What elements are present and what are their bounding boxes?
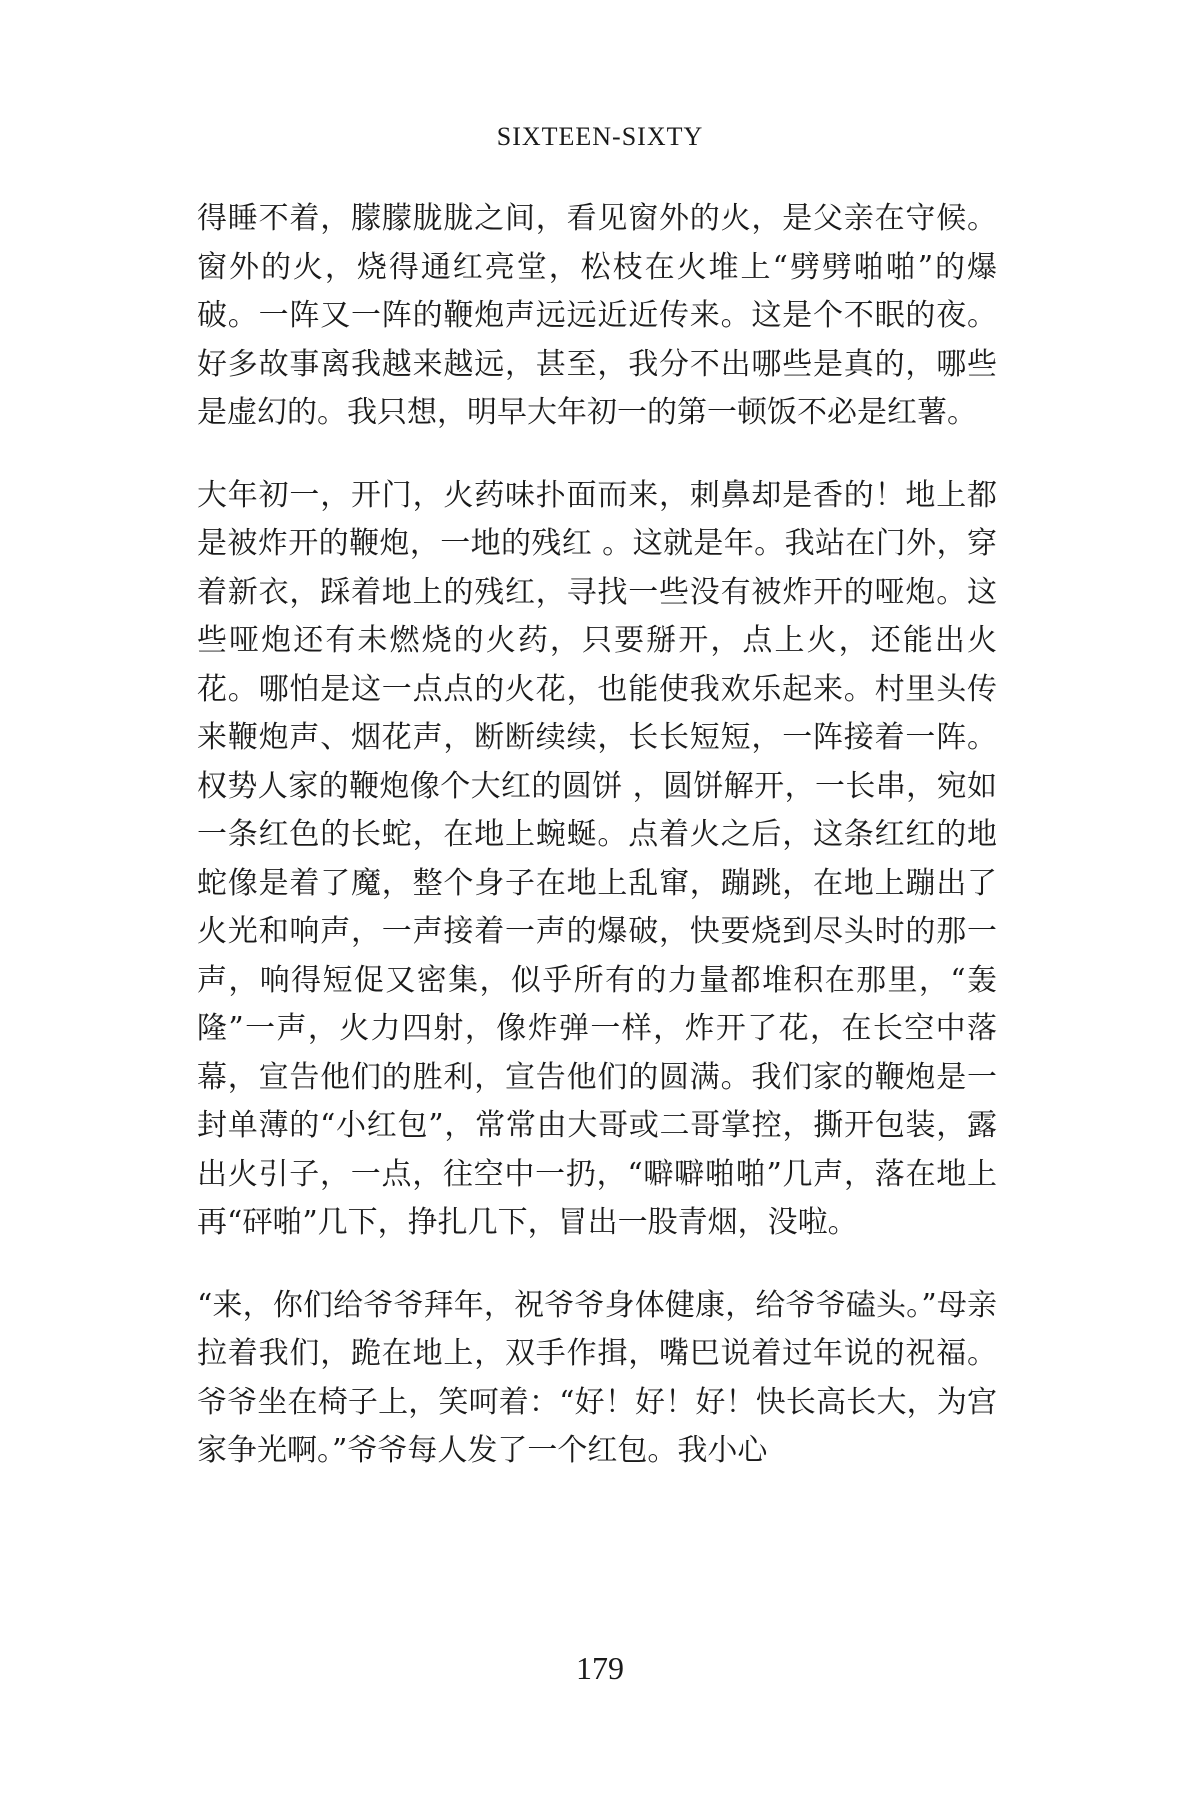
paragraph-3: “来，你们给爷爷拜年，祝爷爷身体健康，给爷爷磕头。”母亲拉着我们，跪在地上，双手作揖，嘴巴说着过年说的祝福。爷爷坐在椅子上，笑呵着：“好！好！好！快长高长大，为宫家争光啊。”爷爷每人发了一个红包。我小心 (197, 1287, 997, 1468)
body-text (197, 195, 997, 1476)
running-header-title: SIXTEEN-SIXTY (496, 122, 704, 151)
page-number: 179 (576, 1650, 624, 1686)
paragraph-1: 得睡不着，朦朦胧胧之间，看见窗外的火，是父亲在守候。窗外的火，烧得通红亮堂，松枝在火堆上“劈劈啪啪”的爆破。一阵又一阵的鞭炮声远远近近传来。这是个不眠的夜。好多故事离我越来越远，甚至，我分不出哪些是真的，哪些是虚幻的。我只想，明早大年初一的第一顿饭不必是红薯。 (197, 201, 997, 430)
paragraph-2: 大年初一，开门，火药味扑面而来，刺鼻却是香的！地上都是被炸开的鞭炮，一地的残红 。这就是年。我站在门外，穿着新衣，踩着地上的残红，寻找一些没有被炸开的哑炮。这些哑炮还有未燃烧的火药，只要掰开，点上火，还能出火花。哪怕是这一点点的火花，也能使我欢乐起来。村里头传来鞭炮声、烟花声，断断续续，长长短短，一阵接着一阵。权势人家的鞭炮像个大红的圆饼 ，圆饼解开，一长串，宛如一条红色的长蛇，在地上蜿蜒。点着火之后，这条红红的地蛇像是着了魔，整个身子在地上乱窜，蹦跳，在地上蹦出了火光和响声，一声接着一声的爆破，快要烧到尽头时的那一声，响得短促又密集，似乎所有的力量都堆积在那里，“轰隆”一声，火力四射，像炸弹一样，炸开了花，在长空中落幕，宣告他们的胜利，宣告他们的圆满。我们家的鞭炮是一封单薄的“小红包”，常常由大哥或二哥掌控，撕开包装，露出火引子，一点，往空中一扔，“噼噼啪啪”几声，落在地上再“砰啪”几下，挣扎几下，冒出一股青烟，没啦。 (197, 477, 997, 1240)
